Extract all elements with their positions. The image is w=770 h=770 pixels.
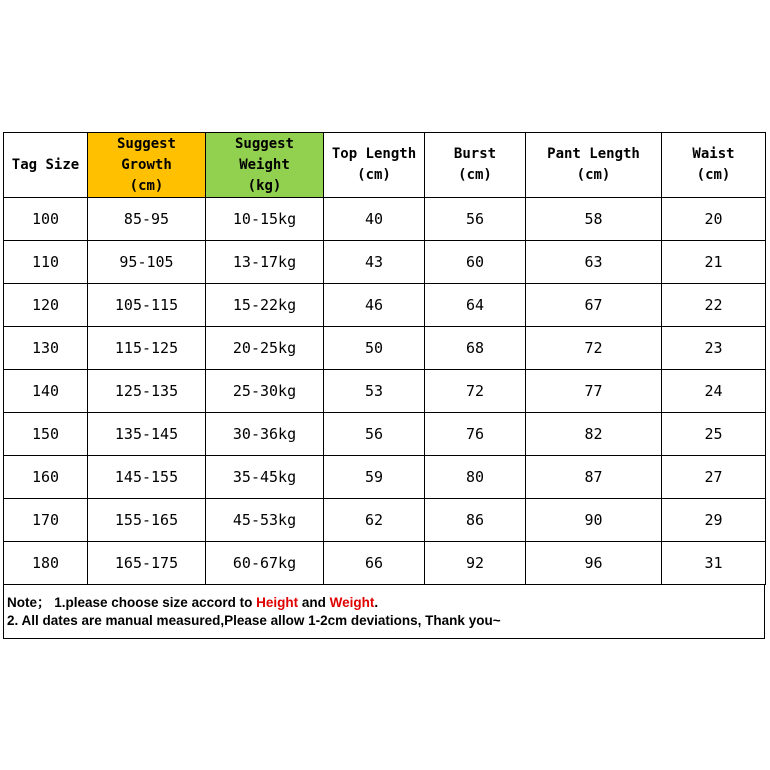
cell-burst: 92 [425, 542, 526, 585]
cell-pant-length: 82 [526, 413, 662, 456]
header-growth-line-1: Suggest [116, 135, 176, 152]
header-pant-length [526, 133, 662, 198]
header-waist-line-2: (cm) [696, 167, 731, 183]
cell-burst: 68 [425, 327, 526, 370]
table-row [4, 456, 766, 499]
header-pant-length-line-1: Pant Length [547, 146, 640, 162]
cell-growth: 155-165 [88, 499, 206, 542]
header-burst-line-2: (cm) [458, 167, 492, 183]
header-burst [425, 133, 526, 198]
cell-growth: 95-105 [88, 241, 206, 284]
cell-top-length: 59 [324, 456, 425, 499]
header-top-length-line-1: Top Length [331, 146, 417, 162]
cell-waist: 20 [662, 198, 766, 241]
cell-growth: 135-145 [88, 413, 206, 456]
header-growth-line-2: Growth [121, 156, 172, 173]
table-row [4, 542, 766, 585]
cell-pant-length: 96 [526, 542, 662, 585]
cell-burst: 86 [425, 499, 526, 542]
cell-weight: 15-22kg [206, 284, 324, 327]
header-weight-line-1: Suggest [234, 135, 294, 152]
note-line-2: 2. All dates are manual measured,Please allow 1-2cm deviations, Thank you~ [7, 613, 501, 628]
size-table [3, 132, 766, 585]
cell-top-length: 43 [324, 241, 425, 284]
cell-weight: 20-25kg [206, 327, 324, 370]
cell-growth: 85-95 [88, 198, 206, 241]
table-row [4, 499, 766, 542]
header-weight-line-2: Weight [239, 156, 290, 173]
cell-burst: 72 [425, 370, 526, 413]
cell-burst: 64 [425, 284, 526, 327]
cell-tag-size: 150 [4, 413, 88, 456]
cell-tag-size: 140 [4, 370, 88, 413]
cell-waist: 31 [662, 542, 766, 585]
cell-top-length: 53 [324, 370, 425, 413]
note-weight-emphasis: Weight [329, 595, 375, 610]
table-row [4, 413, 766, 456]
cell-burst: 56 [425, 198, 526, 241]
cell-top-length: 66 [324, 542, 425, 585]
table-row [4, 241, 766, 284]
cell-weight: 45-53kg [206, 499, 324, 542]
table-row [4, 327, 766, 370]
cell-pant-length: 63 [526, 241, 662, 284]
header-waist [662, 133, 766, 198]
table-row [4, 284, 766, 327]
cell-burst: 76 [425, 413, 526, 456]
cell-waist: 23 [662, 327, 766, 370]
cell-burst: 80 [425, 456, 526, 499]
header-top-length-line-2: (cm) [357, 167, 391, 183]
cell-top-length: 50 [324, 327, 425, 370]
cell-top-length: 62 [324, 499, 425, 542]
cell-weight: 10-15kg [206, 198, 324, 241]
header-top-length [324, 133, 425, 198]
cell-pant-length: 58 [526, 198, 662, 241]
header-tag-size [4, 133, 88, 198]
cell-weight: 30-36kg [206, 413, 324, 456]
cell-tag-size: 170 [4, 499, 88, 542]
cell-tag-size: 110 [4, 241, 88, 284]
cell-top-length: 46 [324, 284, 425, 327]
cell-waist: 24 [662, 370, 766, 413]
header-row [4, 133, 766, 198]
cell-weight: 35-45kg [206, 456, 324, 499]
cell-growth: 115-125 [88, 327, 206, 370]
cell-tag-size: 100 [4, 198, 88, 241]
cell-waist: 25 [662, 413, 766, 456]
cell-tag-size: 160 [4, 456, 88, 499]
table-row [4, 370, 766, 413]
size-chart [3, 132, 765, 639]
cell-weight: 60-67kg [206, 542, 324, 585]
note-line-1 [7, 594, 760, 612]
header-pant-length-line-2: (cm) [576, 167, 611, 183]
size-rows [4, 198, 766, 585]
header-weight-line-3: (kg) [247, 177, 282, 194]
cell-growth: 145-155 [88, 456, 206, 499]
cell-pant-length: 67 [526, 284, 662, 327]
header-growth-line-3: (cm) [129, 177, 164, 194]
cell-tag-size: 130 [4, 327, 88, 370]
header-burst-line-1: Burst [453, 146, 497, 162]
cell-top-length: 40 [324, 198, 425, 241]
note-line-1-prefix: Note； 1.please choose size accord to [7, 595, 257, 610]
cell-pant-length: 72 [526, 327, 662, 370]
cell-waist: 29 [662, 499, 766, 542]
size-note [3, 585, 765, 639]
cell-tag-size: 120 [4, 284, 88, 327]
cell-weight: 13-17kg [206, 241, 324, 284]
header-waist-line-1: Waist [692, 146, 735, 162]
header-suggest-growth [88, 133, 206, 198]
header-tag-size-label: Tag Size [11, 156, 80, 173]
cell-pant-length: 77 [526, 370, 662, 413]
cell-pant-length: 87 [526, 456, 662, 499]
cell-pant-length: 90 [526, 499, 662, 542]
note-line-1-suffix: . [374, 595, 379, 610]
table-row [4, 198, 766, 241]
cell-waist: 27 [662, 456, 766, 499]
cell-growth: 105-115 [88, 284, 206, 327]
note-and-word: and [298, 595, 330, 610]
cell-weight: 25-30kg [206, 370, 324, 413]
cell-growth: 125-135 [88, 370, 206, 413]
cell-growth: 165-175 [88, 542, 206, 585]
header-suggest-weight [206, 133, 324, 198]
cell-tag-size: 180 [4, 542, 88, 585]
cell-burst: 60 [425, 241, 526, 284]
cell-top-length: 56 [324, 413, 425, 456]
note-height-emphasis: Height [256, 595, 299, 610]
cell-waist: 21 [662, 241, 766, 284]
cell-waist: 22 [662, 284, 766, 327]
